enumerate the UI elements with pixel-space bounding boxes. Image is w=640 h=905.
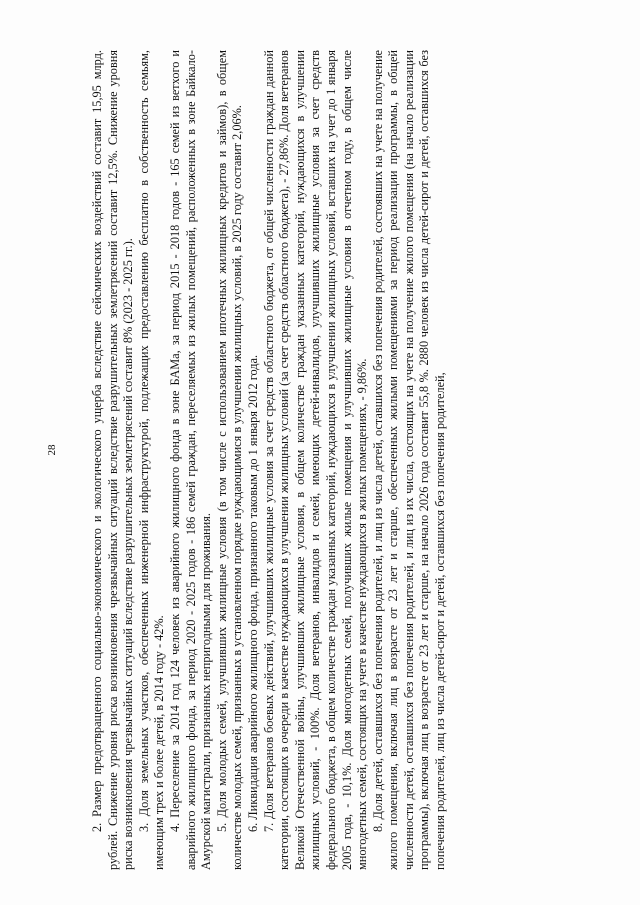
paragraph-5: 5. Доля молодых семей, улучшивших жилищные условия (в том числе с использованием ипотечных жилищных кредитов и займов), в общем количестве молодых семей, признанных в установленном порядке нуждающимися в улучшении жилищных условий, в 2025 году составит 2,06%. (214, 50, 245, 870)
paragraph-8: 8. Доля детей, оставшихся без попечения родителей, и лиц из числа детей, оставшихся без попечения родителей, состоявших на учете на получение жилого помещения, включая лиц в возрасте от 23 лет и старше, обеспеченных жилыми помещениями за период реализации программы, в общей численности детей, оставшихся без попечения родителей, и лиц из их числа, состоящих на учете на получение жилого помещения (на начало реализации программы), включая лиц в возрасте от 23 лет и старше, на начало 2026 года составит 55,8 %. 2880 человек из числа детей-сирот и детей, оставшихся без попечения родителей, лиц из числа детей-сирот и детей, оставшихся без попечения родителей, (370, 50, 448, 870)
paragraph-2: 2. Размер предотвращенного социально-экономического и экологического ущерба вследствие сейсмических воздействий составит 15,95 млрд. рублей. Снижение уровня риска возникновения чрезвычайных ситуаций вследствие разрушительных землетрясений составит 12,5%. Снижение уровня риска возникновения чрезвычайных ситуаций вследствие разрушительных землетрясений составит 8% (2023 - 2025 гг.). (90, 50, 136, 870)
rotated-text-block (90, 50, 550, 870)
paragraph-7: 7. Доля ветеранов боевых действий, улучшивших жилищные условия за счет средств областного бюджета, от общей численности граждан данной категории, состоящих в очереди в качестве нуждающихся в улучшении жилищных условий (за счет средств областного бюджета), - 27,86%. Доля ветеранов Великой Отечественной войны, улучшивших жилищные условия, в общем количестве граждан указанных категорий, нуждающихся в улучшении жилищных условий, - 100%. Доля ветеранов, инвалидов и семей, имеющих детей-инвалидов, улучшивших жилищные условия за счет средств федерального бюджета, в общем количестве граждан указанных категорий, нуждающихся в улучшении жилищных условий, вставших на учет до 1 января 2005 года, - 10,1%. Доля многодетных семей, получивших жилые помещения и улучшивших жилищные условия в отчетном году, в общем числе многодетных семей, состоящих на учете в качестве нуждающихся в жилых помещениях, - 9,86%. (261, 50, 370, 870)
paragraph-6: 6. Ликвидация аварийного жилищного фонда, признанного таковым до 1 января 2012 года. (245, 354, 260, 832)
page-number: 28 (46, 444, 58, 456)
paragraph-3: 3. Доля земельных участков, обеспеченных инженерной инфраструктурой, подлежащих предоставлению бесплатно в собственность семьям, имеющим трех и более детей, в 2014 году - 42%. (136, 50, 167, 870)
paragraph-4: 4. Переселение за 2014 год 124 человек из аварийного жилищного фонда в зоне БАМа, за период 2015 - 2018 годов - 165 семей из ветхого и аварийного жилищного фонда, за период 2020 - 2025 годов - 186 семей граждан, переселяемых из жилых помещений, расположенных в зоне Байкало-Амурской магистрали, признанных непригодными для проживания. (167, 50, 214, 870)
